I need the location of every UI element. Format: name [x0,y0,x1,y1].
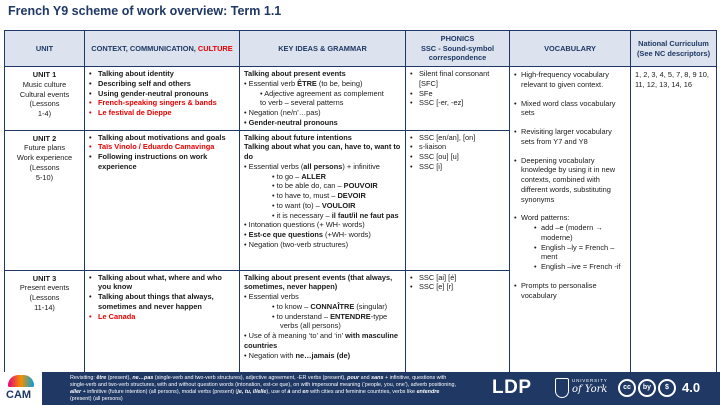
context-item: • Le Canada [89,312,236,322]
header-row [5,31,717,67]
context-item: • Talking about things that always, sometimes and never happen [89,292,236,312]
phonics-item: • SSC [-er, -ez] [410,98,506,108]
context-cell [85,130,240,270]
unit-cell: UNIT 3 Present events (Lessons 11-14) [5,270,85,372]
context-item: • Describing self and others [89,79,236,89]
phonics-item: • SSC [i] [410,162,506,172]
header-phonics: PHONICS SSC - Sound-symbol correspondence [406,31,510,67]
context-item: • French-speaking singers & bands [89,98,236,108]
context-cell [85,270,240,372]
phonics-item: • SSC [e] [r] [410,282,506,292]
noncommercial-icon: $ [658,379,676,397]
header-context: CONTEXT, COMMUNICATION, CULTURE [85,31,240,67]
header-nc: National Curriculum (See NC descriptors) [631,31,717,67]
page-title: French Y9 scheme of work overview: Term 1.1 [8,4,282,18]
context-item: • Using gender-neutral pronouns [89,89,236,99]
license-version: 4.0 [682,380,701,395]
unit-cell: UNIT 2 Future plans Work experience (Lessons 5-10) [5,130,85,270]
context-cell [85,67,240,131]
phonics-cell [406,130,510,270]
ideas-cell: Talking about present events (that always, sometimes, never happen) • Essential verbs • to know – CONNAÎTRE (singular) • to understand – ENTENDRE-type verbs (all persons) • Use of à meaning ‘to’ and ‘in’ with masculine countries • Negation with ne…jamais (de) [240,270,406,372]
cc-license-badge [618,379,676,397]
unit-cell: UNIT 1 Music culture Cultural events (Lessons 1-4) [5,67,85,131]
cam-logo: CAM [0,372,42,405]
phonics-item: • SSC [en/an], [on] [410,133,506,143]
unit-row [5,67,717,131]
context-item: • Talking about what, where and who you know [89,273,236,293]
ideas-cell: Talking about present events • Essential verb ÊTRE (to be, being) • Adjective agreement as complement to verb – several patterns • Negation (ne/n’…pas) • Gender-neutral pronouns [240,67,406,131]
context-item: • Le festival de Dieppe [89,108,236,118]
header-ideas: KEY IDEAS & GRAMMAR [240,31,406,67]
york-crest-icon [555,378,569,398]
ldp-logo: LDP [492,377,532,398]
attribution-icon: by [638,379,656,397]
phonics-cell [406,270,510,372]
phonics-cell [406,67,510,131]
scheme-table [4,30,717,373]
nc-cell: 1, 2, 3, 4, 5, 7, 8, 9 10, 11, 12, 13, 14, 16 [631,67,717,373]
header-vocabulary: VOCABULARY [510,31,631,67]
revisiting-note: Revisiting: être (present), ne…pas (single-verb and two-verb structures), adjective agreement, -ER verbs (present), pour and sans + infinitive, questions with single-verb and two-verb structures, with and without question words (intonation, est-ce que), on with impersonal meaning (‘people, you, one’), adverb positioning, aller + infinitive (future intention) (all persons), modal verbs (present) (je, tu, il/elle), use of à and en with cities and feminine countries, verbs like entendre (present) (all persons) [70,375,456,403]
footer-bar: CAM Revisiting: être (present), ne…pas (single-verb and two-verb structures), adjective agreement, -ER verbs (present), pour and sans + infinitive, questions with single-verb and two-verb structures, with and without question words (intonation, est-ce que), on with impersonal meaning (‘people, you, one’), adverb positioning, aller + infinitive (future intention) (all persons), modal verbs (present) (je, tu, il/elle), use of à and en with cities and feminine countries, verbs like entendre (present) (all persons) LDP UNIVERSITY of York cc by $ 4.0 [0,372,720,405]
phonics-item: • SSC [ou] [u] [410,152,506,162]
header-unit: UNIT [5,31,85,67]
context-item: • Talking about identity [89,69,236,79]
context-item: • Taïs Vinolo / Eduardo Camavinga [89,142,236,152]
context-item: • Talking about motivations and goals [89,133,236,143]
phonics-item: • Silent final consonant [SFC] [410,69,506,89]
cam-swirl-icon [8,375,34,387]
phonics-item: • s-liaison [410,142,506,152]
phonics-item: • SFe [410,89,506,99]
vocabulary-cell: • High-frequency vocabulary relevant to given context. • Mixed word class vocabulary sets • Revisiting larger vocabulary sets from Y7 and Y8 • Deepening vocabulary knowledge by using it in new contexts, combined with different words, substituting synonyms • Word patterns: • add –e (modern → moderne) • English –ly = French –ment • English –ive = French -if • Prompts to personalise vocabulary [510,67,631,373]
cc-icon: cc [618,379,636,397]
phonics-item: • SSC [ai] [é] [410,273,506,283]
ideas-cell: Talking about future intentions Talking about what you can, have to, want to do • Essential verbs (all persons) + infinitive • to go – ALLER • to be able do, can – POUVOIR • to have to, must – DEVOIR • to want (to) – VOULOIR • it is necessary – il faut/il ne faut pas • Intonation questions (+ WH- words) • Est-ce que questions (+WH- words) • Negation (two-verb structures) [240,130,406,270]
context-item: • Following instructions on work experience [89,152,236,172]
